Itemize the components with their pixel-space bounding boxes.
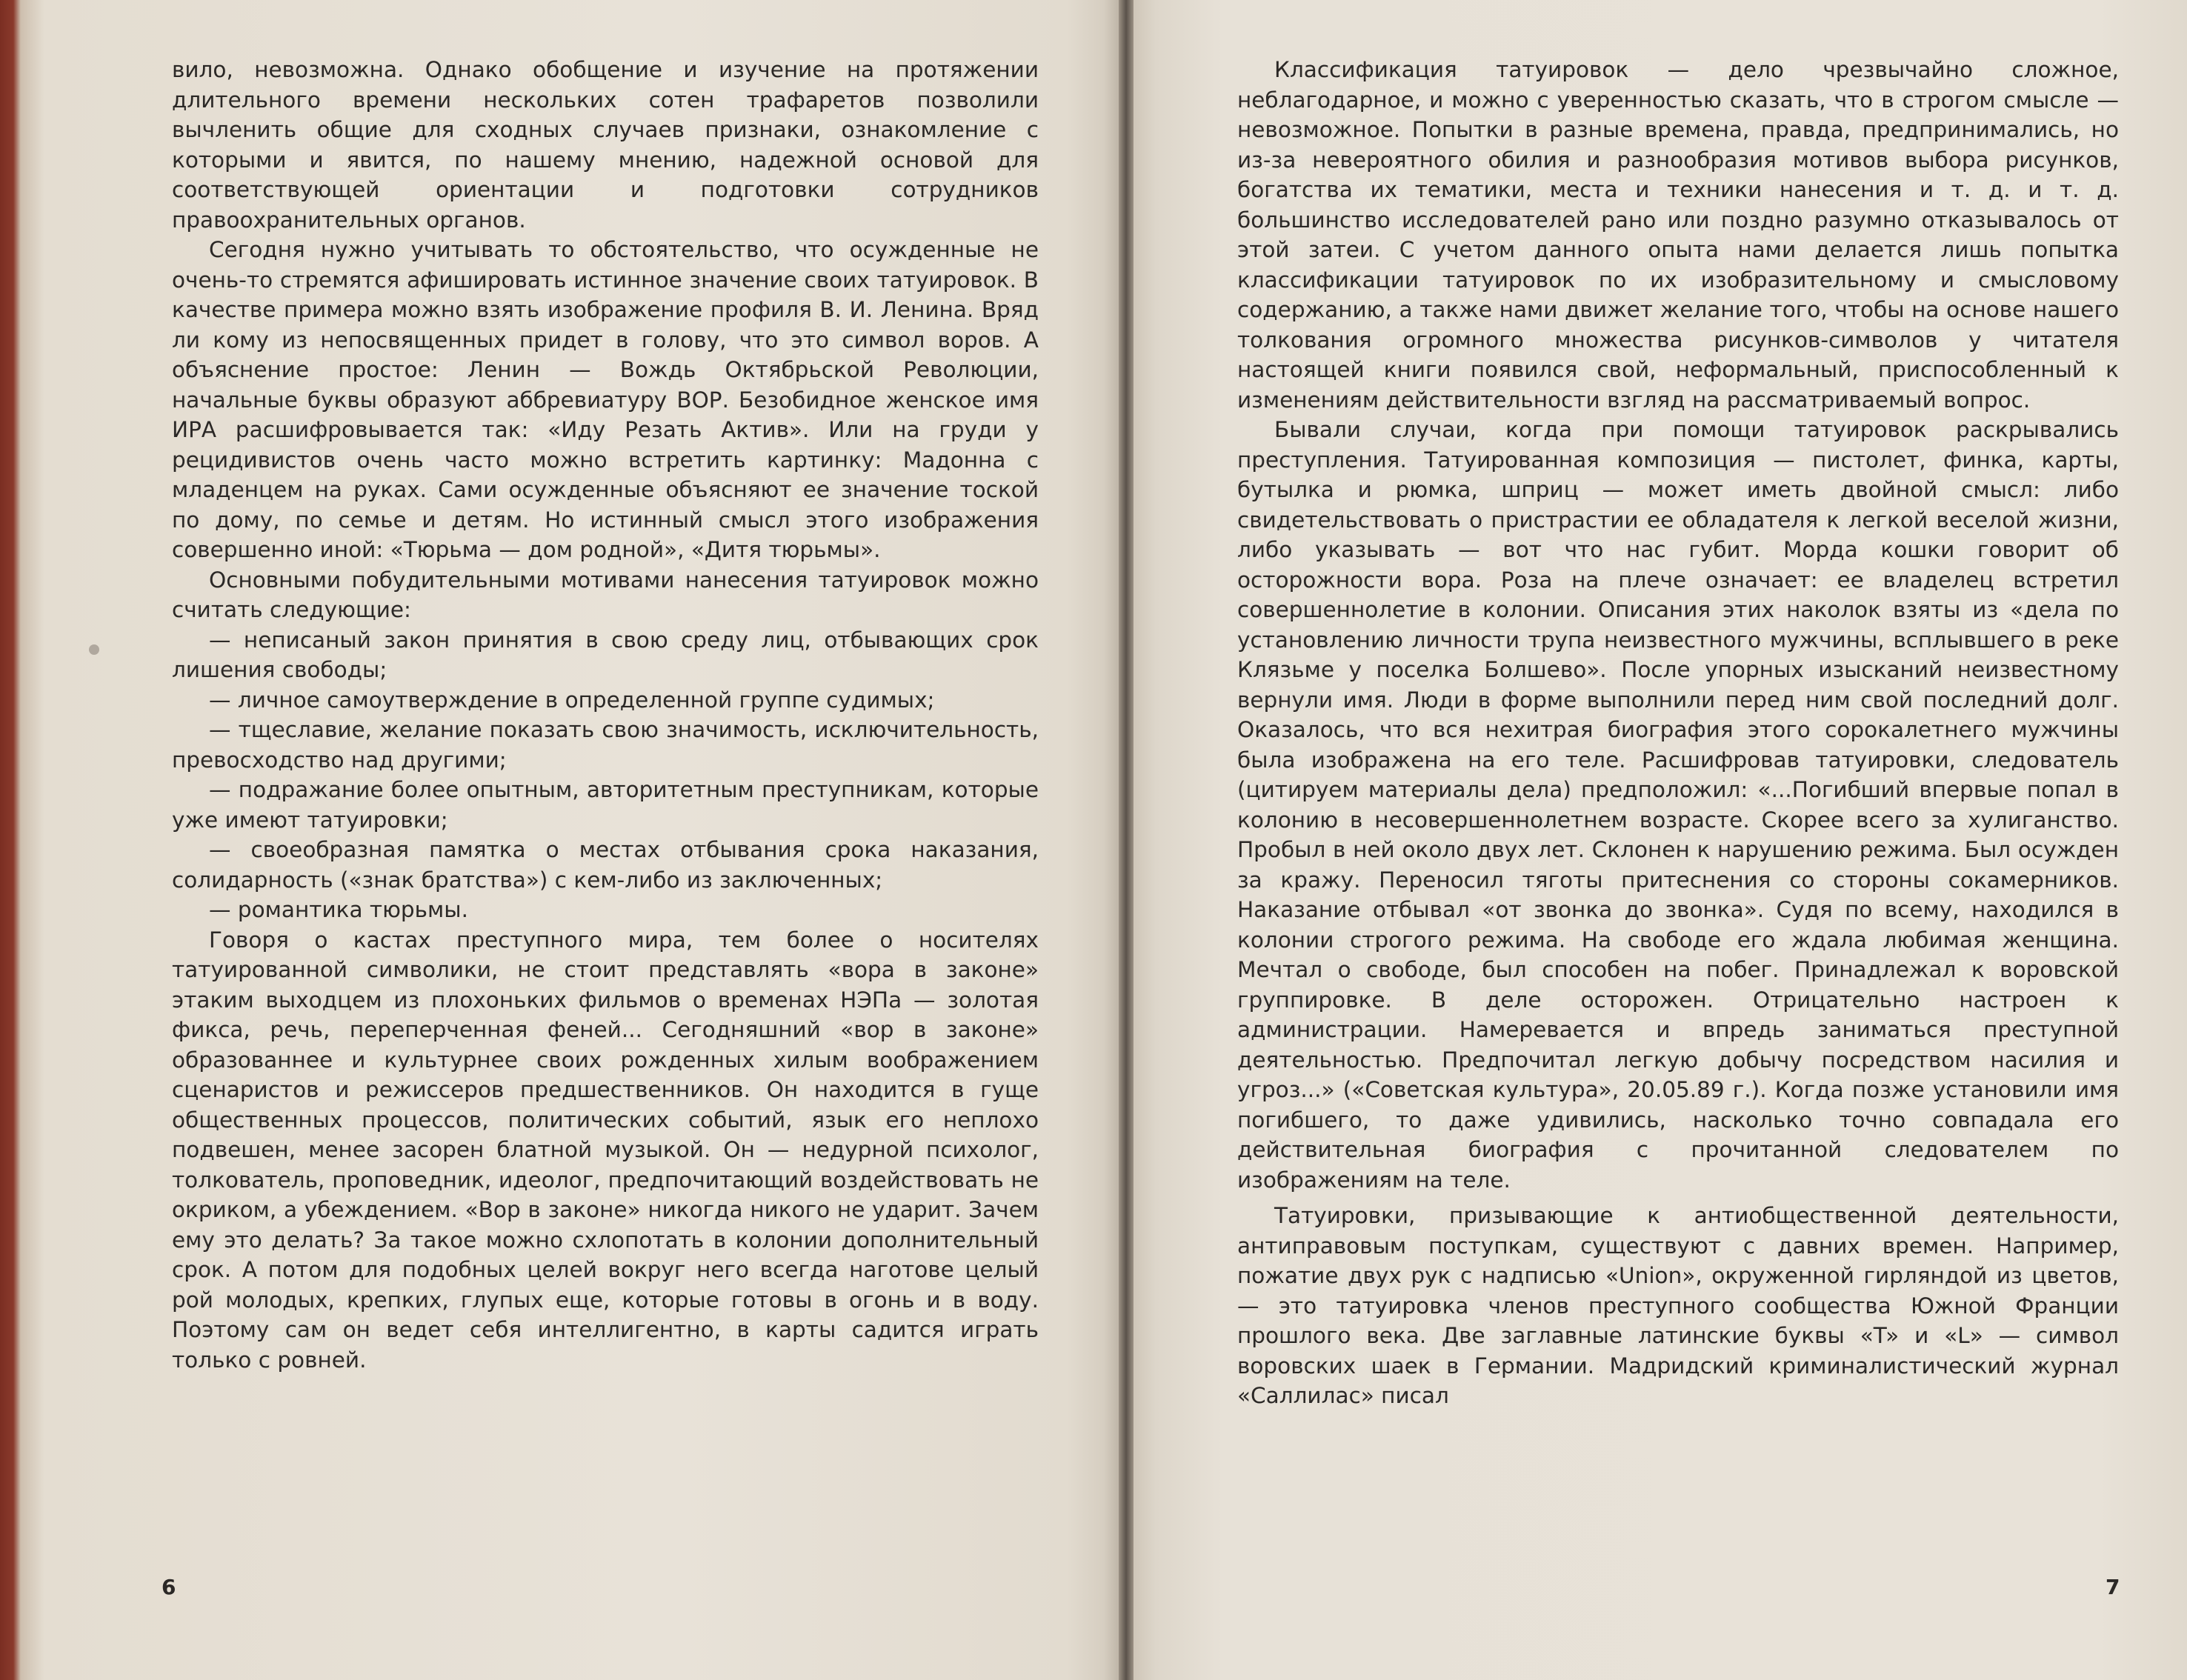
- paragraph: Говоря о кастах преступного мира, тем более о носителях татуированной символики, не стоит представлять «вора в законе» этаким выходцем из плохоньких фильмов о временах НЭПа — золотая фикса, речь, переперченная феней... Сегодняшний «вор в законе» образованнее и культурнее своих рожденных хилым воображением сценаристов и режиссеров предшественников. Он находится в гуще общественных процессов, политических событий, язык его неплохо подвешен, менее засорен блатной музыкой. Он — недурной психолог, толкователь, проповедник, идеолог, предпочитающий воздействовать не окриком, а убеждением. «Вор в законе» никогда никого не ударит. Зачем ему это делать? За такое можно схлопотать в колонии дополнительный срок. А потом для подобных целей вокруг него всегда наготове целый рой молодых, крепких, глупых еще, которые готовы в огонь и в воду. Поэтому сам он ведет себя интеллигентно, в карты садится играть только с ровней.: [172, 927, 1039, 1373]
- left-page-text: [172, 55, 1039, 1375]
- page-number: 7: [2106, 1575, 2120, 1599]
- list-item: — подражание более опытным, авторитетным преступникам, которые уже имеют татуировки;: [172, 777, 1039, 833]
- paragraph: Татуировки, призывающие к антиобщественной деятельности, антиправовым поступкам, существуют с давних времен. Например, пожатие двух рук с надписью «Union», окруженной гирляндой из цветов,— это татуировка членов преступного сообщества Южной Франции прошлого века. Две заглавные латинские буквы «T» и «L» — символ воровских шаек в Германии. Мадридский криминалистический журнал «Саллилас» писал: [1237, 1203, 2119, 1408]
- list-item: — романтика тюрьмы.: [209, 897, 468, 922]
- paragraph: Основными побудительными мотивами нанесения татуировок можно считать следующие:: [172, 567, 1039, 622]
- right-page-text: [1237, 55, 2119, 1411]
- page-number: 6: [162, 1575, 176, 1599]
- paragraph: вило, невозможна. Однако обобщение и изучение на протяжении длительного времени нескольких сотен трафаретов позволили вычленить общие для сходных случаев признаки, ознакомление с которыми и явится, по нашему мнению, надежной основой для соответствующей ориентации и подготовки сотрудников правоохранительных органов.: [172, 57, 1039, 233]
- list-item: — своеобразная памятка о местах отбывания срока наказания, солидарность («знак братства») с кем-либо из заключенных;: [172, 837, 1039, 893]
- paragraph: Сегодня нужно учитывать то обстоятельство, что осужденные не очень-то стремятся афишировать истинное значение своих татуировок. В качестве примера можно взять изображение профиля В. И. Ленина. Вряд ли кому из непосвященных придет в голову, что это символ воров. А объяснение простое: Ленин — Вождь Октябрьской Революции, начальные буквы образуют аббревиатуру ВОР. Безобидное женское имя ИРА расшифровывается так: «Иду Резать Актив». Или на груди у рецидивистов очень часто можно встретить картинку: Мадонна с младенцем на руках. Сами осужденные объясняют ее значение тоской по дому, по семье и детям. Но истинный смысл этого изображения совершенно иной: «Тюрьма — дом родной», «Дитя тюрьмы».: [172, 237, 1039, 562]
- paragraph: Бывали случаи, когда при помощи татуировок раскрывались преступления. Татуированная композиция — пистолет, финка, карты, бутылка и рюмка, шприц — может иметь двойной смысл: либо свидетельствовать о пристрастии ее обладателя к легкой веселой жизни, либо указывать — вот что нас губит. Морда кошки говорит об осторожности вора. Роза на плече означает: ее владелец встретил совершеннолетие в колонии. Описания этих наколок взяты из «дела по установлению личности трупа неизвестного мужчины, всплывшего в реке Клязьме у поселка Болшево». После упорных изысканий неизвестному вернули имя. Люди в форме выполнили перед ним свой последний долг. Оказалось, что вся нехитрая биография этого сорокалетнего мужчины была изображена на его теле. Расшифровав татуировки, следователь (цитируем материалы дела) предположил: «...Погибший впервые попал в колонию в несовершеннолетнем возрасте. Скорее всего за хулиганство. Пробыл в ней около двух лет. Склонен к нарушению режима. Был осужден за кражу. Переносил тяготы притеснения со стороны сокамерников. Наказание отбывал «от звонка до звонка». Судя по всему, находился в колонии строгого режима. На свободе его ждала любимая женщина. Мечтал о свободе, был способен на побег. Принадлежал к воровской группировке. В деле осторожен. Отрицательно настроен к администрации. Намеревается и впредь заниматься преступной деятельностью. Предпочитал легкую добычу посредством насилия и угроз...» («Советская культура», 20.05.89 г.). Когда позже установили имя погибшего, то даже удивились, насколько точно совпадала его действительная биография с прочитанной следователем по изображениям на теле.: [1237, 417, 2119, 1193]
- right-page: [1134, 0, 2187, 1680]
- page-smudge: [89, 644, 99, 655]
- list-item: — тщеславие, желание показать свою значимость, исключительность, превосходство над другими;: [172, 717, 1039, 773]
- list-item: — неписаный закон принятия в свою среду лиц, отбывающих срок лишения свободы;: [172, 627, 1039, 682]
- book-gutter: [1119, 0, 1134, 1680]
- paragraph: Классификация татуировок — дело чрезвычайно сложное, неблагодарное, и можно с уверенностью сказать, что в строгом смысле — невозможное. Попытки в разные времена, правда, предпринимались, но из-за невероятного обилия и разнообразия мотивов выбора рисунков, богатства их тематики, места и техники нанесения и т. д. и т. д. большинство исследователей рано или поздно разумно отказывалось от этой затеи. С учетом данного опыта нами делается лишь попытка классификации татуировок по их изобразительному и смысловому содержанию, а также нами движет желание того, чтобы на основе нашего толкования огромного множества рисунков-символов у читателя настоящей книги появился свой, неформальный, приспособленный к изменениям действительности взгляд на рассматриваемый вопрос.: [1237, 57, 2119, 413]
- list-item: — личное самоутверждение в определенной группе судимых;: [209, 687, 935, 713]
